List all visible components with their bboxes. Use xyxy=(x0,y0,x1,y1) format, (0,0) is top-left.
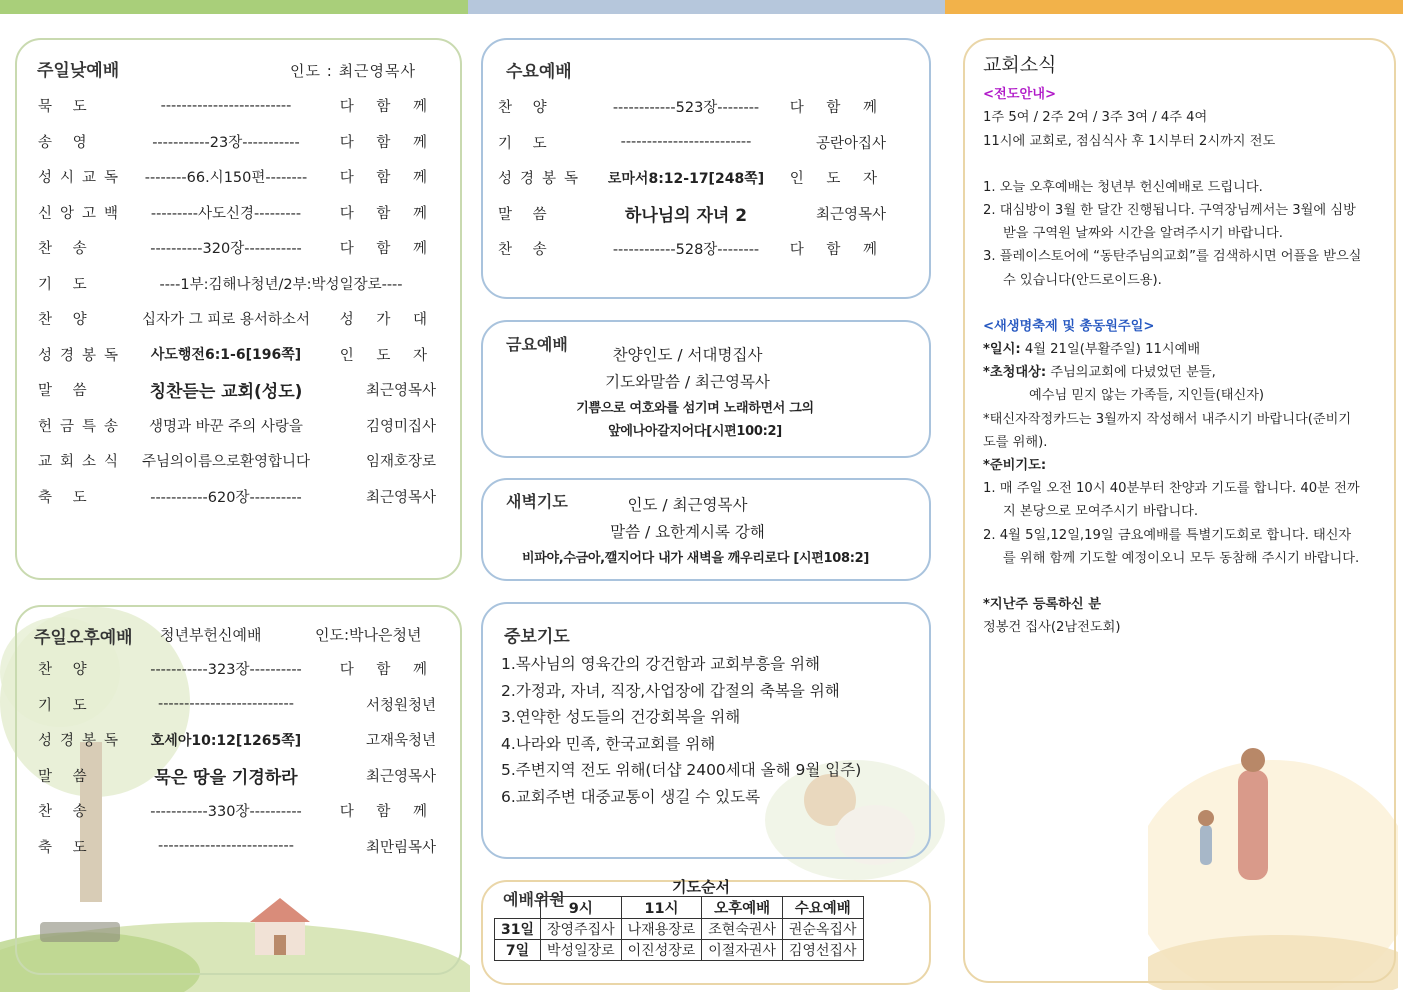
duty-table xyxy=(494,896,864,961)
order-row xyxy=(38,372,436,408)
top-bar-orange xyxy=(945,0,1403,14)
order-person: 다 함 께 xyxy=(339,170,436,187)
sunday-afternoon-title: 주일오후예배 xyxy=(34,628,133,648)
order-item: 말 씀 xyxy=(498,206,555,223)
duty-person-cell: 이진성장로 xyxy=(621,940,702,961)
order-content: 하나님의 자녀 2 xyxy=(624,205,748,226)
order-person: 다 함 께 xyxy=(339,134,436,151)
evangelism-schedule: 1주 5여 / 2주 2여 / 3주 3여 / 4주 4여 xyxy=(983,110,1208,126)
sunday-morning-order xyxy=(38,88,436,514)
order-person: 김영미집사 xyxy=(365,418,436,435)
duty-person-cell: 나재용장로 xyxy=(621,919,702,940)
order-item: 말 씀 xyxy=(38,768,95,785)
order-content: 호세아10:12[1265쪽] xyxy=(150,732,302,749)
order-row xyxy=(38,266,436,302)
intercession-list xyxy=(501,651,861,810)
intercession-item: 6.교회주변 대중교통이 생길 수 있도록 xyxy=(501,787,761,806)
order-row xyxy=(498,89,888,125)
order-row xyxy=(498,160,888,196)
order-item: 성시교독 xyxy=(38,170,127,187)
festival-card: *태신자작정카드는 3월까지 작성해서 내주시기 바랍니다(준비기도를 위해). xyxy=(983,411,1352,450)
order-item: 찬 양 xyxy=(38,662,95,679)
order-row xyxy=(38,443,436,479)
order-content: 칭찬듣는 교회(성도) xyxy=(149,382,303,403)
order-content: 생명과 바꾼 주의 사랑을 xyxy=(149,418,303,435)
intercession-item: 4.나라와 민족, 한국교회를 위해 xyxy=(501,734,716,753)
intercession-item: 3.연약한 성도들의 건강회복을 위해 xyxy=(501,708,741,726)
order-item: 헌금특송 xyxy=(38,418,127,435)
order-row xyxy=(38,479,436,515)
order-content: -------------------------- xyxy=(157,696,295,713)
festival-heading: <새생명축제 및 총동원주일> xyxy=(983,318,1155,334)
duty-person-cell: 조현숙권사 xyxy=(702,919,783,940)
order-content: -------------------------- xyxy=(157,838,295,855)
order-person: 서청원청년 xyxy=(365,697,436,714)
friday-title: 금요예배 xyxy=(506,335,568,354)
top-bar-blue xyxy=(468,0,945,14)
festival-invitees-text-2: 예수님 믿지 않는 가족들, 지인들(태신자) xyxy=(1029,388,1265,404)
duty-header-cell: 9시 xyxy=(541,897,622,919)
order-person: 다 함 께 xyxy=(789,242,886,259)
order-person: 최근영목사 xyxy=(815,206,886,223)
order-row xyxy=(38,758,436,794)
order-content: 십자가 그 피로 용서하소서 xyxy=(142,312,310,329)
order-row xyxy=(38,793,436,829)
order-person: 다 함 께 xyxy=(339,662,436,679)
news-item-3: 3. 플레이스토어에 “동탄주님의교회”를 검색하시면 어플을 받으실 수 있습니다(안드로이드용). xyxy=(983,249,1362,288)
duty-title: 예배위원 xyxy=(503,890,565,909)
order-row xyxy=(38,829,436,865)
order-person: 공란아집사 xyxy=(815,135,886,152)
wednesday-order xyxy=(498,89,888,267)
duty-corner-cell xyxy=(495,897,541,919)
order-person: 다 함 께 xyxy=(339,804,436,821)
dawn-prayer-info xyxy=(560,492,815,546)
order-row xyxy=(498,231,888,267)
festival-date xyxy=(983,338,1363,361)
sunday-afternoon-order xyxy=(38,651,436,864)
order-content: ------------------------- xyxy=(160,97,292,114)
order-person: 최근영목사 xyxy=(365,489,436,506)
order-person: 최근영목사 xyxy=(365,383,436,400)
friday-verse-line2: 앞에나아갈지어다[시편100:2] xyxy=(608,424,782,439)
order-person: 임재호장로 xyxy=(365,454,436,471)
order-person: 다 함 께 xyxy=(339,205,436,222)
dawn-verse: 비파야,수금아,깰지어다 내가 새벽을 깨우리로다 [시편108:2] xyxy=(521,551,870,566)
order-person: 성 가 대 xyxy=(339,312,436,329)
order-content: 로마서8:12-17[248쪽] xyxy=(607,170,765,187)
order-person: 인 도 자 xyxy=(789,171,886,188)
evangelism-heading: <전도안내> xyxy=(983,87,1057,103)
order-item: 신앙고백 xyxy=(38,205,127,222)
sunday-afternoon-leader: 인도:박나은청년 xyxy=(315,626,422,644)
friday-info xyxy=(560,342,815,396)
order-person: 고재욱청년 xyxy=(365,733,436,750)
intercession-item: 2.가정과, 자녀, 직장,사업장에 갑절의 축복을 위해 xyxy=(501,681,840,700)
intercession-item: 1.목사님의 영육간의 강건함과 교회부흥을 위해 xyxy=(501,655,820,673)
order-row xyxy=(498,196,888,232)
order-row xyxy=(38,195,436,231)
friday-verse-line1: 기쁨으로 여호와를 섬기며 노래하면서 그의 xyxy=(576,401,814,416)
order-row xyxy=(38,337,436,373)
duty-person-cell: 장영주집사 xyxy=(541,919,622,940)
evangelism-time: 11시에 교회로, 점심식사 후 1시부터 2시까지 전도 xyxy=(983,133,1276,149)
duty-person-cell: 박성일장로 xyxy=(541,940,622,961)
order-content: ----------320장----------- xyxy=(150,241,302,258)
order-person: 다 함 께 xyxy=(339,241,436,258)
festival-date-label: *일시: xyxy=(983,342,1021,358)
order-row xyxy=(38,651,436,687)
order-item: 송 영 xyxy=(38,134,95,151)
sunday-morning-leader: 인도 : 최근영목사 xyxy=(290,62,417,80)
order-item: 찬 송 xyxy=(38,241,95,258)
order-content: --------66.시150편-------- xyxy=(144,170,308,187)
order-item: 말 씀 xyxy=(38,383,95,400)
order-content: -----------620장---------- xyxy=(150,489,302,506)
order-content: ------------------------- xyxy=(620,134,752,151)
intercession-item: 5.주변지역 전도 위해(더샵 2400세대 올해 9월 입주) xyxy=(501,761,862,779)
order-item: 축 도 xyxy=(38,839,95,856)
duty-person-cell: 권순옥집사 xyxy=(782,919,863,940)
order-item: 찬 송 xyxy=(498,242,555,259)
order-content: -----------330장---------- xyxy=(150,804,302,821)
duty-person-cell: 이절자권사 xyxy=(702,940,783,961)
festival-invitees-text: 주님의교회에 다녔었던 분들, xyxy=(1046,365,1216,381)
order-content: 묵은 땅을 기경하라 xyxy=(154,767,298,788)
duty-header-cell: 수요예배 xyxy=(782,897,863,919)
friday-sermon-leader: 기도와말씀 / 최근영목사 xyxy=(605,373,770,391)
sunday-afternoon-subtitle: 청년부헌신예배 xyxy=(160,626,262,644)
intercession-title: 중보기도 xyxy=(504,627,570,647)
order-row xyxy=(38,687,436,723)
duty-row xyxy=(495,940,864,961)
order-item: 기 도 xyxy=(498,135,555,152)
prep-prayer-label: *준비기도: xyxy=(983,458,1047,474)
festival-date-text: 4월 21일(부활주일) 11시예배 xyxy=(1020,342,1201,358)
new-member-name: 정봉건 집사(2남전도회) xyxy=(983,620,1121,636)
dawn-sermon: 말씀 / 요한계시록 강해 xyxy=(610,523,765,541)
order-content: -----------323장---------- xyxy=(150,662,302,679)
order-item: 성경봉독 xyxy=(498,171,587,188)
order-person: 다 함 께 xyxy=(789,100,886,117)
order-content: -----------23장----------- xyxy=(152,134,300,151)
news-item-1: 1. 오늘 오후예배는 청년부 헌신예배로 드립니다. xyxy=(983,179,1263,195)
order-row xyxy=(38,722,436,758)
order-row xyxy=(38,124,436,160)
duty-date-cell: 7일 xyxy=(495,940,541,961)
order-content: ------------523장-------- xyxy=(612,100,760,117)
order-person: 최만림목사 xyxy=(365,839,436,856)
order-content: ----1부:김해나청년/2부:박성일장로---- xyxy=(159,276,403,293)
order-item: 성경봉독 xyxy=(38,347,127,364)
order-item: 찬 양 xyxy=(498,100,555,117)
friday-praise-leader: 찬양인도 / 서대명집사 xyxy=(612,346,763,364)
festival-invitees xyxy=(983,361,1363,384)
news-item-2: 2. 대심방이 3월 한 달간 진행됩니다. 구역장님께서는 3월에 심방받을 구역원 날짜와 시간을 알려주시기 바랍니다. xyxy=(983,203,1356,242)
new-member-label: *지난주 등록하신 분 xyxy=(983,597,1101,613)
order-row xyxy=(38,88,436,124)
duty-caption: 기도순서 xyxy=(672,878,730,896)
order-content: 사도행전6:1-6[196쪽] xyxy=(150,347,302,364)
prep-prayer-1: 1. 매 주일 오전 10시 40분부터 찬양과 기도를 합니다. 40분 전까지 본당으로 모여주시기 바랍니다. xyxy=(983,481,1360,520)
duty-row xyxy=(495,919,864,940)
order-content: 주님의이름으로환영합니다 xyxy=(141,454,311,471)
order-item: 성경봉독 xyxy=(38,733,127,750)
order-row xyxy=(38,301,436,337)
order-item: 기 도 xyxy=(38,276,95,293)
order-row xyxy=(498,125,888,161)
duty-person-cell: 김영선집사 xyxy=(782,940,863,961)
order-person: 다 함 께 xyxy=(339,99,436,116)
order-row xyxy=(38,408,436,444)
order-content: ---------사도신경--------- xyxy=(150,205,302,222)
wednesday-title: 수요예배 xyxy=(506,62,572,82)
order-item: 찬 양 xyxy=(38,312,95,329)
duty-header-cell: 오후예배 xyxy=(702,897,783,919)
news-title: 교회소식 xyxy=(983,54,1057,76)
sunday-morning-title: 주일낮예배 xyxy=(37,61,120,81)
order-item: 찬 송 xyxy=(38,804,95,821)
church-news xyxy=(983,54,1363,639)
duty-date-cell: 31일 xyxy=(495,919,541,940)
top-bar-green xyxy=(0,0,468,14)
order-row xyxy=(38,230,436,266)
order-item: 묵 도 xyxy=(38,99,95,116)
duty-header-cell: 11시 xyxy=(621,897,702,919)
order-content: ------------528장-------- xyxy=(612,242,760,259)
prep-prayer-2: 2. 4월 5일,12일,19일 금요예배를 특별기도회로 합니다. 태신자를 위해 함께 기도할 예정이오니 모두 동참해 주시기 바랍니다. xyxy=(983,527,1360,566)
dawn-prayer-title: 새벽기도 xyxy=(506,492,568,511)
order-row xyxy=(38,159,436,195)
order-item: 축 도 xyxy=(38,489,95,506)
order-person: 인 도 자 xyxy=(339,347,436,364)
order-person: 최근영목사 xyxy=(365,768,436,785)
order-item: 교회소식 xyxy=(38,454,127,471)
dawn-leader: 인도 / 최근영목사 xyxy=(627,496,748,514)
festival-invitees-label: *초청대상: xyxy=(983,365,1047,381)
order-item: 기 도 xyxy=(38,697,95,714)
friday-verse xyxy=(530,397,860,443)
